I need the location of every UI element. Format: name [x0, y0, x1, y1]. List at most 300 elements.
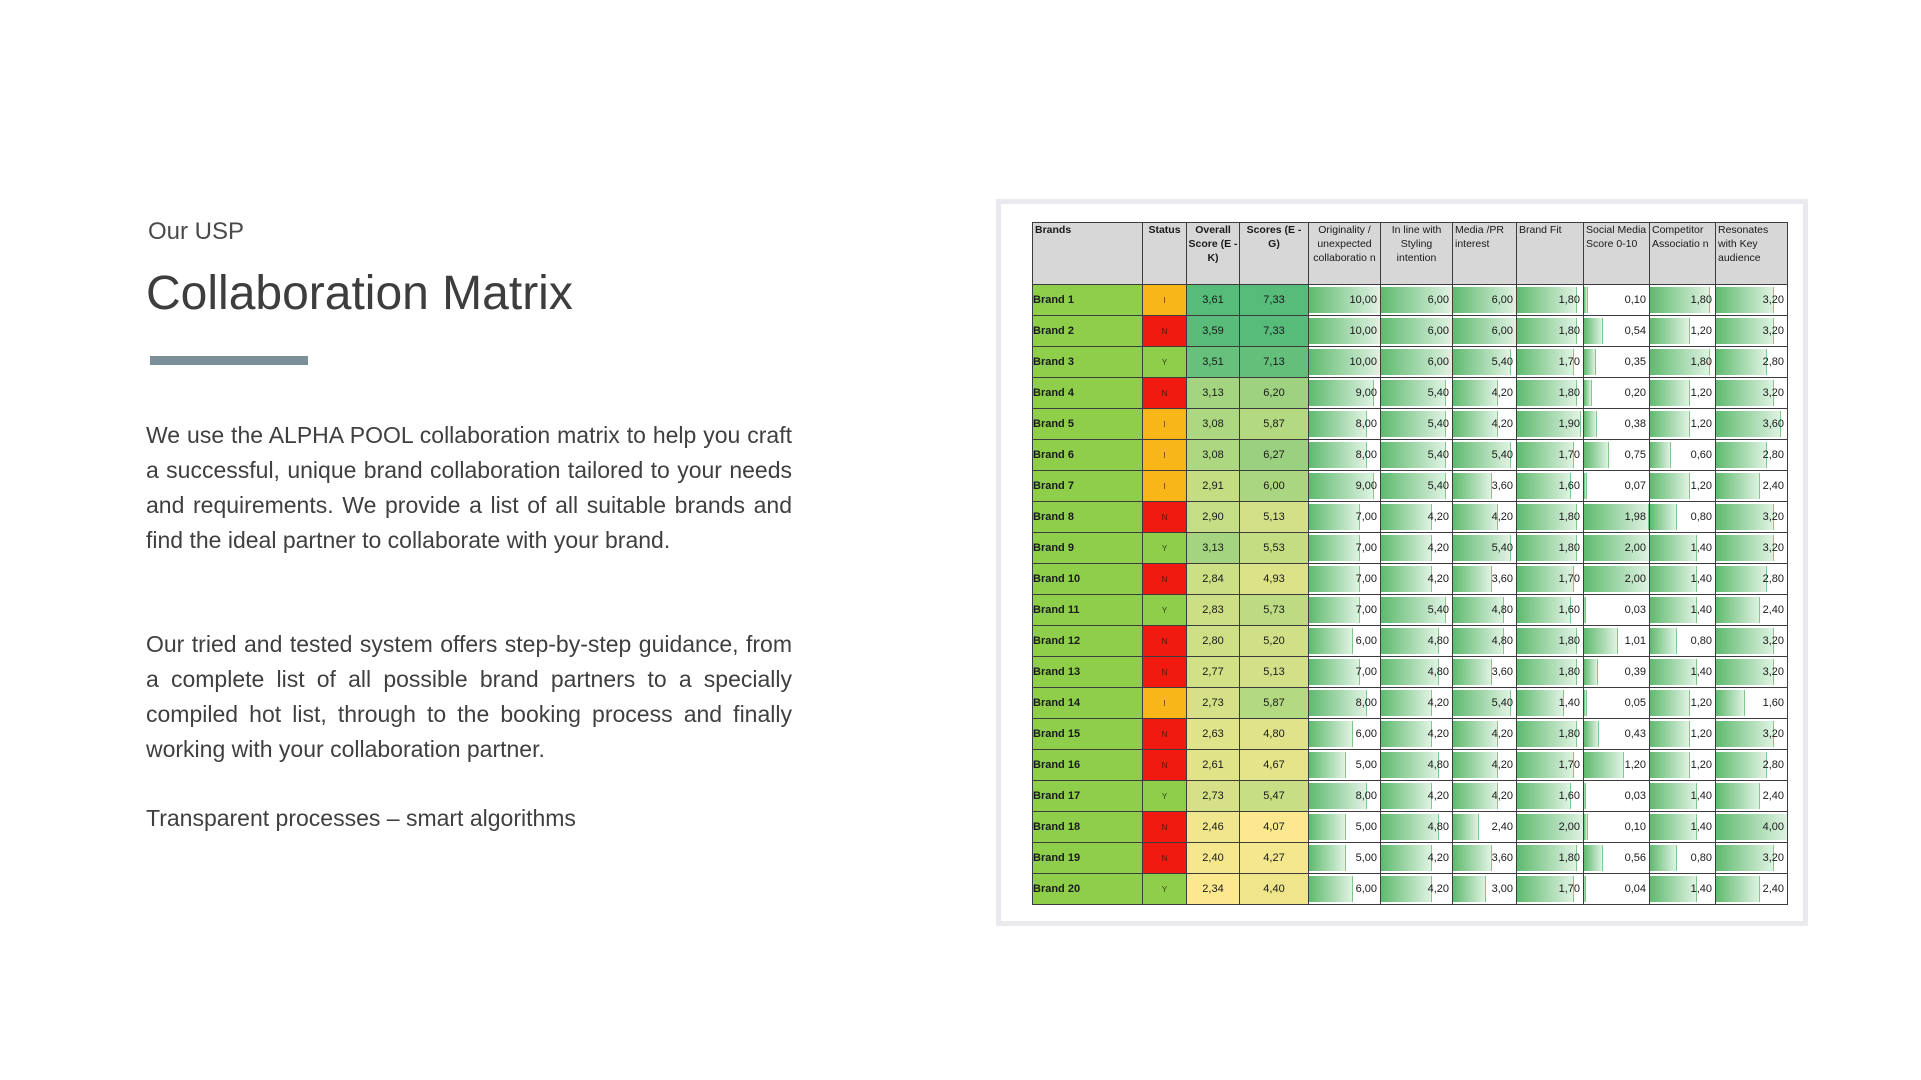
- cell-value: 0,54: [1624, 325, 1646, 337]
- status-cell: N: [1143, 316, 1187, 347]
- column-header: Resonates with Key audience: [1716, 223, 1788, 285]
- cell-value: 1,80: [1558, 728, 1580, 740]
- data-bar: [1584, 318, 1603, 344]
- score-bar-cell: [1381, 719, 1453, 750]
- cell-value: 4,80: [1427, 635, 1449, 647]
- status-cell: N: [1143, 626, 1187, 657]
- score-bar-cell: [1517, 657, 1584, 688]
- data-bar: [1517, 690, 1564, 716]
- cell-value: 2,40: [1762, 883, 1784, 895]
- cell-value: 5,40: [1427, 449, 1449, 461]
- data-bar: [1381, 845, 1432, 871]
- data-bar: [1453, 876, 1486, 902]
- score-bar-cell: [1309, 533, 1381, 564]
- cell-value: 4,00: [1762, 821, 1784, 833]
- score-bar-cell: [1381, 378, 1453, 409]
- cell-value: 1,20: [1624, 759, 1646, 771]
- overall-score-cell: 2,73: [1187, 688, 1240, 719]
- score-bar-cell: [1716, 626, 1788, 657]
- score-bar-cell: [1584, 409, 1650, 440]
- cell-value: 0,60: [1690, 449, 1712, 461]
- data-bar: [1716, 752, 1767, 778]
- status-cell: N: [1143, 843, 1187, 874]
- cell-value: 3,20: [1762, 852, 1784, 864]
- score-bar-cell: [1650, 316, 1716, 347]
- data-bar: [1716, 690, 1745, 716]
- cell-value: 5,40: [1427, 418, 1449, 430]
- cell-value: 4,20: [1427, 883, 1449, 895]
- table-row: [1033, 533, 1788, 564]
- cell-value: 3,20: [1762, 511, 1784, 523]
- data-bar: [1381, 535, 1432, 561]
- score-bar-cell: [1453, 471, 1517, 502]
- column-header: Competitor Associatio n: [1650, 223, 1716, 285]
- cell-value: 2,40: [1762, 790, 1784, 802]
- table-row: [1033, 564, 1788, 595]
- table-row: [1033, 347, 1788, 378]
- cell-value: 1,70: [1558, 449, 1580, 461]
- column-header: Originality / unexpected collaboratio n: [1309, 223, 1381, 285]
- cell-value: 4,20: [1427, 790, 1449, 802]
- process-paragraph: Our tried and tested system offers step-by-step guidance, from a complete list of all possible brand partners to a specially compiled hot list, through to the booking process and finally working with your collaboration partner.: [146, 631, 792, 762]
- data-bar: [1381, 783, 1432, 809]
- cell-value: 4,20: [1491, 728, 1513, 740]
- cell-value: 6,00: [1491, 325, 1513, 337]
- data-bar: [1650, 566, 1697, 592]
- overall-score-cell: 3,51: [1187, 347, 1240, 378]
- cell-value: 1,80: [1690, 356, 1712, 368]
- score-bar-cell: [1517, 595, 1584, 626]
- score-bar-cell: [1453, 533, 1517, 564]
- cell-value: 10,00: [1349, 325, 1377, 337]
- score-bar-cell: [1453, 564, 1517, 595]
- scores-cell: 7,13: [1240, 347, 1309, 378]
- score-bar-cell: [1650, 409, 1716, 440]
- cell-value: 0,04: [1624, 883, 1646, 895]
- score-bar-cell: [1584, 564, 1650, 595]
- score-bar-cell: [1650, 874, 1716, 905]
- data-bar: [1381, 690, 1432, 716]
- scores-cell: 5,87: [1240, 409, 1309, 440]
- cell-value: 3,60: [1491, 573, 1513, 585]
- data-bar: [1584, 411, 1597, 437]
- score-bar-cell: [1650, 812, 1716, 843]
- data-bar: [1650, 628, 1677, 654]
- data-bar: [1650, 318, 1690, 344]
- score-bar-cell: [1584, 812, 1650, 843]
- brand-name-cell: Brand 1: [1033, 285, 1143, 316]
- cell-value: 10,00: [1349, 294, 1377, 306]
- score-bar-cell: [1584, 719, 1650, 750]
- score-bar-cell: [1584, 657, 1650, 688]
- score-bar-cell: [1517, 409, 1584, 440]
- score-bar-cell: [1381, 812, 1453, 843]
- data-bar: [1584, 287, 1588, 313]
- cell-value: 4,20: [1427, 511, 1449, 523]
- scores-cell: 4,67: [1240, 750, 1309, 781]
- brand-name-cell: Brand 19: [1033, 843, 1143, 874]
- cell-value: 2,40: [1762, 604, 1784, 616]
- score-bar-cell: [1453, 657, 1517, 688]
- brand-name-cell: Brand 10: [1033, 564, 1143, 595]
- cell-value: 1,20: [1690, 325, 1712, 337]
- cell-value: 5,40: [1491, 449, 1513, 461]
- score-bar-cell: [1453, 347, 1517, 378]
- score-bar-cell: [1650, 285, 1716, 316]
- score-bar-cell: [1517, 440, 1584, 471]
- status-cell: N: [1143, 378, 1187, 409]
- data-bar: [1584, 845, 1603, 871]
- score-bar-cell: [1584, 347, 1650, 378]
- cell-value: 3,20: [1762, 294, 1784, 306]
- cell-value: 1,40: [1690, 790, 1712, 802]
- cell-value: 1,20: [1690, 759, 1712, 771]
- overall-score-cell: 2,63: [1187, 719, 1240, 750]
- scores-cell: 5,20: [1240, 626, 1309, 657]
- cell-value: 7,00: [1355, 604, 1377, 616]
- score-bar-cell: [1584, 533, 1650, 564]
- data-bar: [1650, 380, 1690, 406]
- cell-value: 1,60: [1558, 790, 1580, 802]
- data-bar: [1453, 814, 1479, 840]
- score-bar-cell: [1716, 688, 1788, 719]
- brand-name-cell: Brand 12: [1033, 626, 1143, 657]
- cell-value: 2,40: [1762, 480, 1784, 492]
- cell-value: 1,40: [1690, 821, 1712, 833]
- scores-cell: 4,80: [1240, 719, 1309, 750]
- score-bar-cell: [1716, 843, 1788, 874]
- cell-value: 3,20: [1762, 542, 1784, 554]
- column-header: Media /PR interest: [1453, 223, 1517, 285]
- scores-cell: 6,27: [1240, 440, 1309, 471]
- score-bar-cell: [1584, 502, 1650, 533]
- page-title: Collaboration Matrix: [146, 267, 573, 320]
- score-bar-cell: [1716, 781, 1788, 812]
- data-bar: [1650, 876, 1697, 902]
- cell-value: 0,75: [1624, 449, 1646, 461]
- table-row: [1033, 316, 1788, 347]
- cell-value: 6,00: [1427, 294, 1449, 306]
- brand-name-cell: Brand 3: [1033, 347, 1143, 378]
- cell-value: 1,20: [1690, 728, 1712, 740]
- cell-value: 1,40: [1690, 573, 1712, 585]
- data-bar: [1309, 752, 1346, 778]
- cell-value: 10,00: [1349, 356, 1377, 368]
- score-bar-cell: [1309, 285, 1381, 316]
- cell-value: 1,40: [1690, 883, 1712, 895]
- cell-value: 4,20: [1427, 697, 1449, 709]
- score-bar-cell: [1309, 719, 1381, 750]
- cell-value: 1,98: [1624, 511, 1646, 523]
- data-bar: [1584, 690, 1587, 716]
- cell-value: 8,00: [1355, 449, 1377, 461]
- status-cell: N: [1143, 657, 1187, 688]
- cell-value: 6,00: [1355, 728, 1377, 740]
- data-bar: [1650, 845, 1677, 871]
- data-bar: [1309, 504, 1360, 530]
- title-underline: [150, 356, 308, 365]
- cell-value: 1,80: [1558, 635, 1580, 647]
- score-bar-cell: [1650, 471, 1716, 502]
- scores-cell: 5,53: [1240, 533, 1309, 564]
- score-bar-cell: [1453, 409, 1517, 440]
- data-bar: [1309, 845, 1346, 871]
- cell-value: 9,00: [1355, 387, 1377, 399]
- data-bar: [1584, 783, 1586, 809]
- table-row: [1033, 502, 1788, 533]
- table-row: [1033, 626, 1788, 657]
- cell-value: 2,40: [1491, 821, 1513, 833]
- cell-value: 0,05: [1624, 697, 1646, 709]
- cell-value: 4,20: [1491, 790, 1513, 802]
- score-bar-cell: [1453, 874, 1517, 905]
- cell-value: 0,80: [1690, 635, 1712, 647]
- score-bar-cell: [1517, 502, 1584, 533]
- data-bar: [1650, 473, 1690, 499]
- cell-value: 6,00: [1427, 325, 1449, 337]
- score-bar-cell: [1453, 440, 1517, 471]
- data-bar: [1309, 535, 1360, 561]
- data-bar: [1584, 349, 1596, 375]
- cell-value: 4,20: [1427, 852, 1449, 864]
- brand-name-cell: Brand 18: [1033, 812, 1143, 843]
- score-bar-cell: [1517, 781, 1584, 812]
- score-bar-cell: [1517, 750, 1584, 781]
- data-bar: [1650, 597, 1697, 623]
- cell-value: 7,00: [1355, 511, 1377, 523]
- cell-value: 1,70: [1558, 356, 1580, 368]
- data-bar: [1309, 659, 1360, 685]
- table-row: [1033, 440, 1788, 471]
- data-bar: [1716, 442, 1767, 468]
- scores-cell: 7,33: [1240, 316, 1309, 347]
- brand-name-cell: Brand 5: [1033, 409, 1143, 440]
- score-bar-cell: [1309, 812, 1381, 843]
- score-bar-cell: [1517, 316, 1584, 347]
- data-bar: [1650, 442, 1671, 468]
- score-bar-cell: [1381, 502, 1453, 533]
- score-bar-cell: [1381, 750, 1453, 781]
- cell-value: 9,00: [1355, 480, 1377, 492]
- score-bar-cell: [1517, 285, 1584, 316]
- column-header: Social Media Score 0-10: [1584, 223, 1650, 285]
- data-bar: [1584, 628, 1618, 654]
- score-bar-cell: [1453, 626, 1517, 657]
- cell-value: 1,60: [1558, 480, 1580, 492]
- overall-score-cell: 2,84: [1187, 564, 1240, 595]
- data-bar: [1584, 814, 1588, 840]
- overall-score-cell: 3,59: [1187, 316, 1240, 347]
- data-bar: [1309, 628, 1353, 654]
- data-bar: [1716, 876, 1760, 902]
- cell-value: 5,40: [1491, 697, 1513, 709]
- score-bar-cell: [1584, 471, 1650, 502]
- cell-value: 7,00: [1355, 573, 1377, 585]
- data-bar: [1650, 411, 1690, 437]
- cell-value: 8,00: [1355, 790, 1377, 802]
- score-bar-cell: [1309, 409, 1381, 440]
- data-bar: [1381, 721, 1432, 747]
- overall-score-cell: 3,13: [1187, 378, 1240, 409]
- cell-value: 4,20: [1427, 573, 1449, 585]
- score-bar-cell: [1517, 812, 1584, 843]
- score-bar-cell: [1453, 781, 1517, 812]
- cell-value: 3,60: [1491, 666, 1513, 678]
- score-bar-cell: [1650, 750, 1716, 781]
- scores-cell: 4,27: [1240, 843, 1309, 874]
- cell-value: 3,60: [1491, 852, 1513, 864]
- score-bar-cell: [1453, 378, 1517, 409]
- cell-value: 1,20: [1690, 387, 1712, 399]
- cell-value: 4,20: [1491, 418, 1513, 430]
- scores-cell: 6,20: [1240, 378, 1309, 409]
- score-bar-cell: [1309, 316, 1381, 347]
- cell-value: 6,00: [1427, 356, 1449, 368]
- cell-value: 0,07: [1624, 480, 1646, 492]
- column-header: Status: [1143, 223, 1187, 285]
- score-bar-cell: [1381, 409, 1453, 440]
- cell-value: 0,38: [1624, 418, 1646, 430]
- cell-value: 3,20: [1762, 325, 1784, 337]
- score-bar-cell: [1381, 533, 1453, 564]
- score-bar-cell: [1716, 533, 1788, 564]
- overall-score-cell: 2,91: [1187, 471, 1240, 502]
- cell-value: 4,20: [1427, 728, 1449, 740]
- data-bar: [1453, 473, 1492, 499]
- score-bar-cell: [1584, 874, 1650, 905]
- cell-value: 0,43: [1624, 728, 1646, 740]
- cell-value: 4,80: [1491, 635, 1513, 647]
- cell-value: 3,60: [1762, 418, 1784, 430]
- cell-value: 4,80: [1427, 821, 1449, 833]
- cell-value: 6,00: [1491, 294, 1513, 306]
- data-bar: [1584, 752, 1624, 778]
- cell-value: 1,90: [1558, 418, 1580, 430]
- score-bar-cell: [1716, 595, 1788, 626]
- cell-value: 4,80: [1427, 666, 1449, 678]
- column-header: Scores (E - G): [1240, 223, 1309, 285]
- score-bar-cell: [1517, 471, 1584, 502]
- score-bar-cell: [1517, 719, 1584, 750]
- score-bar-cell: [1309, 564, 1381, 595]
- scores-cell: 5,47: [1240, 781, 1309, 812]
- data-bar: [1650, 504, 1677, 530]
- brand-name-cell: Brand 13: [1033, 657, 1143, 688]
- cell-value: 0,35: [1624, 356, 1646, 368]
- overall-score-cell: 2,73: [1187, 781, 1240, 812]
- cell-value: 1,20: [1690, 418, 1712, 430]
- brand-name-cell: Brand 4: [1033, 378, 1143, 409]
- status-cell: Y: [1143, 781, 1187, 812]
- data-bar: [1584, 442, 1609, 468]
- status-cell: I: [1143, 688, 1187, 719]
- score-bar-cell: [1381, 688, 1453, 719]
- cell-value: 3,20: [1762, 728, 1784, 740]
- cell-value: 2,00: [1558, 821, 1580, 833]
- score-bar-cell: [1309, 781, 1381, 812]
- cell-value: 1,70: [1558, 883, 1580, 895]
- score-bar-cell: [1650, 502, 1716, 533]
- data-bar: [1716, 783, 1760, 809]
- data-bar: [1650, 814, 1697, 840]
- score-bar-cell: [1584, 843, 1650, 874]
- score-bar-cell: [1716, 750, 1788, 781]
- data-bar: [1309, 597, 1360, 623]
- data-bar: [1381, 876, 1432, 902]
- intro-paragraph: We use the ALPHA POOL collaboration matrix to help you craft a successful, unique brand collaboration tailored to your needs and requirements. We provide a list of all suitable brands and find the ideal partner to collaborate with your brand.: [146, 422, 792, 553]
- overall-score-cell: 2,90: [1187, 502, 1240, 533]
- data-bar: [1584, 597, 1586, 623]
- data-bar: [1650, 752, 1690, 778]
- score-bar-cell: [1309, 471, 1381, 502]
- score-bar-cell: [1517, 533, 1584, 564]
- data-bar: [1381, 504, 1432, 530]
- brand-name-cell: Brand 16: [1033, 750, 1143, 781]
- score-bar-cell: [1453, 285, 1517, 316]
- table-row: [1033, 719, 1788, 750]
- score-bar-cell: [1650, 626, 1716, 657]
- data-bar: [1453, 566, 1492, 592]
- overall-score-cell: 3,13: [1187, 533, 1240, 564]
- brand-name-cell: Brand 15: [1033, 719, 1143, 750]
- score-bar-cell: [1584, 378, 1650, 409]
- score-bar-cell: [1517, 626, 1584, 657]
- overall-score-cell: 2,83: [1187, 595, 1240, 626]
- column-header: In line with Styling intention: [1381, 223, 1453, 285]
- data-bar: [1650, 721, 1690, 747]
- cell-value: 1,80: [1558, 294, 1580, 306]
- cell-value: 1,70: [1558, 573, 1580, 585]
- status-cell: I: [1143, 409, 1187, 440]
- score-bar-cell: [1650, 533, 1716, 564]
- cell-value: 1,80: [1558, 387, 1580, 399]
- cell-value: 0,39: [1624, 666, 1646, 678]
- table-row: [1033, 471, 1788, 502]
- cell-value: 2,80: [1762, 449, 1784, 461]
- cell-value: 0,80: [1690, 852, 1712, 864]
- overall-score-cell: 2,80: [1187, 626, 1240, 657]
- score-bar-cell: [1584, 750, 1650, 781]
- cell-value: 1,80: [1690, 294, 1712, 306]
- table-row: [1033, 750, 1788, 781]
- score-bar-cell: [1650, 440, 1716, 471]
- score-bar-cell: [1309, 378, 1381, 409]
- overall-score-cell: 3,08: [1187, 440, 1240, 471]
- overall-score-cell: 2,46: [1187, 812, 1240, 843]
- score-bar-cell: [1716, 564, 1788, 595]
- scores-cell: 5,13: [1240, 502, 1309, 533]
- data-bar: [1584, 659, 1598, 685]
- cell-value: 1,40: [1690, 542, 1712, 554]
- data-bar: [1309, 721, 1353, 747]
- status-cell: Y: [1143, 347, 1187, 378]
- cell-value: 1,80: [1558, 325, 1580, 337]
- cell-value: 1,01: [1624, 635, 1646, 647]
- table-header-row: [1033, 223, 1788, 285]
- data-bar: [1716, 473, 1760, 499]
- eyebrow-label: Our USP: [148, 218, 245, 245]
- cell-value: 0,03: [1624, 604, 1646, 616]
- data-bar: [1584, 876, 1586, 902]
- score-bar-cell: [1453, 316, 1517, 347]
- scores-cell: 6,00: [1240, 471, 1309, 502]
- cell-value: 5,40: [1427, 480, 1449, 492]
- cell-value: 2,80: [1762, 573, 1784, 585]
- overall-score-cell: 2,77: [1187, 657, 1240, 688]
- brand-name-cell: Brand 7: [1033, 471, 1143, 502]
- cell-value: 1,80: [1558, 852, 1580, 864]
- data-bar: [1309, 814, 1346, 840]
